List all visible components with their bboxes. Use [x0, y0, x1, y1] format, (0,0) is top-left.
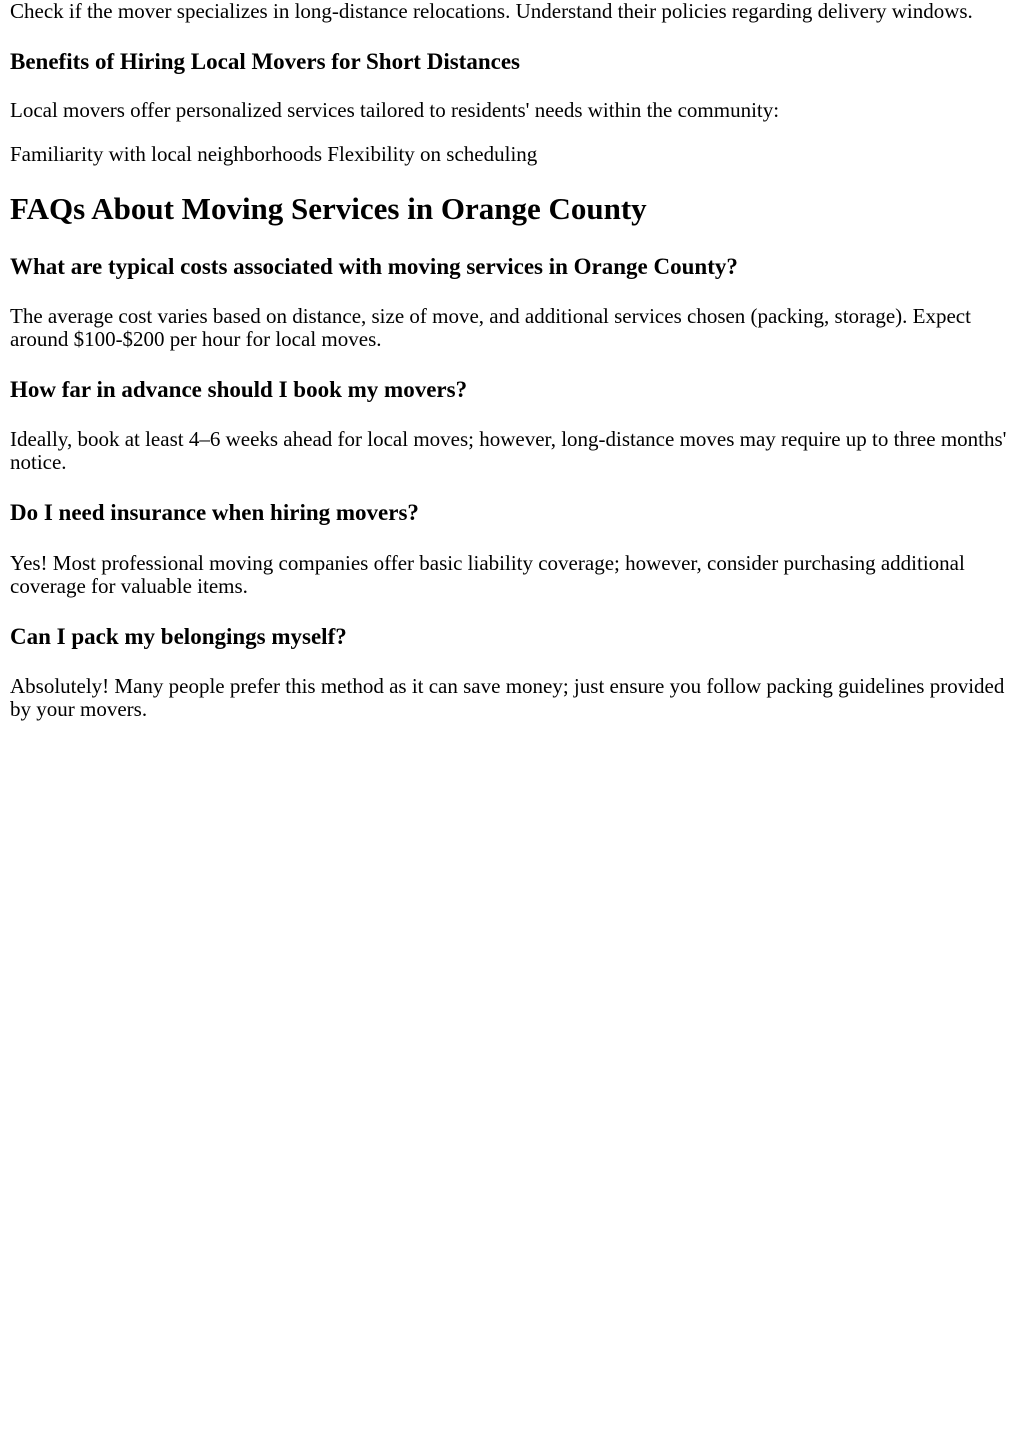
benefits-paragraph: Local movers offer personalized services tailored to residents' needs within the community:	[10, 98, 780, 122]
faq-question: Can I pack my belongings myself?	[10, 624, 347, 649]
faq-question: How far in advance should I book my movers?	[10, 377, 468, 402]
benefits-list-text: Familiarity with local neighborhoods Flexibility on scheduling	[10, 142, 538, 166]
intro-paragraph: Check if the mover specializes in long-distance relocations. Understand their policies regarding delivery windows.	[10, 0, 973, 23]
benefits-heading: Benefits of Hiring Local Movers for Short Distances	[10, 49, 520, 74]
faq-question: Do I need insurance when hiring movers?	[10, 500, 419, 525]
faq-answer: Yes! Most professional moving companies offer basic liability coverage; however, consider purchasing additional coverage for valuable items.	[10, 551, 965, 598]
faq-answer: Ideally, book at least 4–6 weeks ahead for local moves; however, long-distance moves may require up to three months' notice.	[10, 427, 1007, 474]
faq-question: What are typical costs associated with moving services in Orange County?	[10, 254, 738, 279]
faq-answer: The average cost varies based on distance, size of move, and additional services chosen (packing, storage). Expect around $100-$200 per hour for local moves.	[10, 304, 971, 351]
faqs-heading: FAQs About Moving Services in Orange County	[10, 191, 647, 226]
faq-answer: Absolutely! Many people prefer this method as it can save money; just ensure you follow packing guidelines provided by your movers.	[10, 674, 1005, 721]
